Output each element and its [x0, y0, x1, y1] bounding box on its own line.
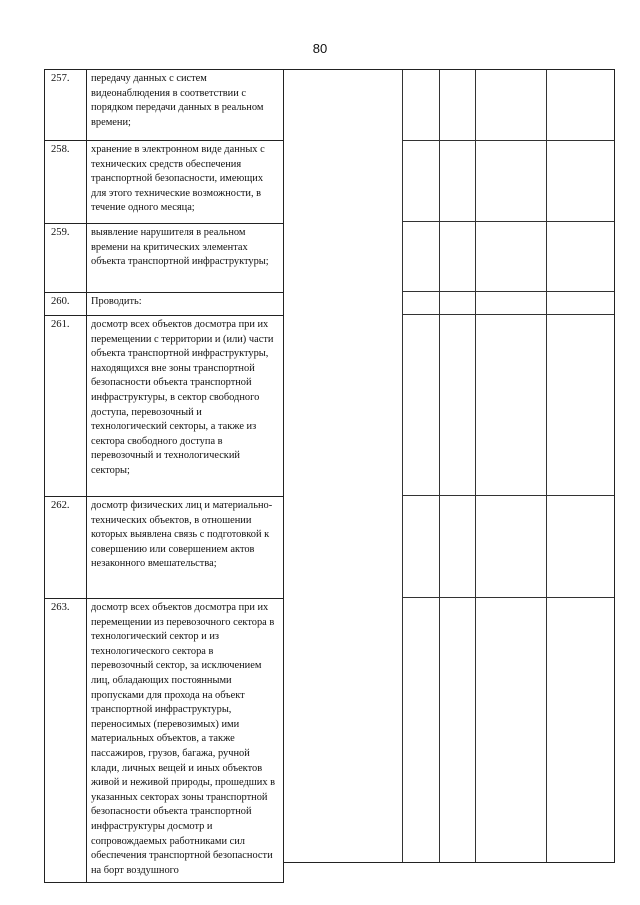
column-divider: [475, 70, 476, 862]
row-text: передачу данных с систем видеонаблюдения в соответствии с порядком передачи данных в реальном времени;: [87, 70, 284, 141]
row-divider: [402, 495, 614, 496]
row-text: Проводить:: [87, 293, 284, 316]
row-number: 260.: [45, 293, 87, 316]
row-number: 263.: [45, 599, 87, 883]
row-text: хранение в электронном виде данных с технических средств обеспечения транспортной безопасности, имеющих для этого технические возможности, в течение одного месяца;: [87, 141, 284, 224]
row-divider: [402, 140, 614, 141]
page-number: 80: [312, 41, 328, 56]
table-row: [45, 497, 284, 599]
column-divider: [546, 70, 547, 862]
row-number: 259.: [45, 224, 87, 293]
table-row: [45, 599, 284, 883]
row-text: досмотр всех объектов досмотра при их перемещении из перевозочного сектора в технологический сектор и из технологического сектора в перевозочный сектор, за исключением лиц, обладающих постоянными пропусками для прохода на объект транспортной инфраструктуры, переносимых (перевозимых) ими материальных объектов, а также пассажиров, грузов, багажа, ручной клади, личных вещей и иных объектов живой и неживой природы, прошедших в указанных секторах зоны транспортной безопасности объекта транспортной инфраструктуры досмотр и сопровождаемых работниками сил обеспечения транспортной безопасности на борт воздушного: [87, 599, 284, 883]
table-row: [45, 141, 284, 224]
column-divider: [402, 70, 403, 862]
empty-columns-grid: [284, 69, 615, 863]
table-row: [45, 316, 284, 497]
row-divider: [402, 597, 614, 598]
table-row: [45, 293, 284, 316]
row-divider: [402, 314, 614, 315]
row-divider: [402, 221, 614, 222]
row-text: выявление нарушителя в реальном времени на критических элементах объекта транспортной инфраструктуры;: [87, 224, 284, 293]
row-number: 258.: [45, 141, 87, 224]
row-text: досмотр физических лиц и материально-технических объектов, в отношении которых выявлена связь с подготовкой к совершению или совершением актов незаконного вмешательства;: [87, 497, 284, 599]
row-number: 257.: [45, 70, 87, 141]
row-number: 262.: [45, 497, 87, 599]
requirements-table: [44, 69, 284, 883]
row-number: 261.: [45, 316, 87, 497]
table-row: [45, 224, 284, 293]
table-row: [45, 70, 284, 141]
row-text: досмотр всех объектов досмотра при их перемещении с территории и (или) части объекта транспортной инфраструктуры, находящихся вне зоны транспортной безопасности объекта транспортной инфраструктуры, в сектор свободного доступа, перевозочный и технологический секторы, а также из сектора свободного доступа в перевозочный и технологический секторы;: [87, 316, 284, 497]
row-divider: [402, 291, 614, 292]
column-divider: [439, 70, 440, 862]
